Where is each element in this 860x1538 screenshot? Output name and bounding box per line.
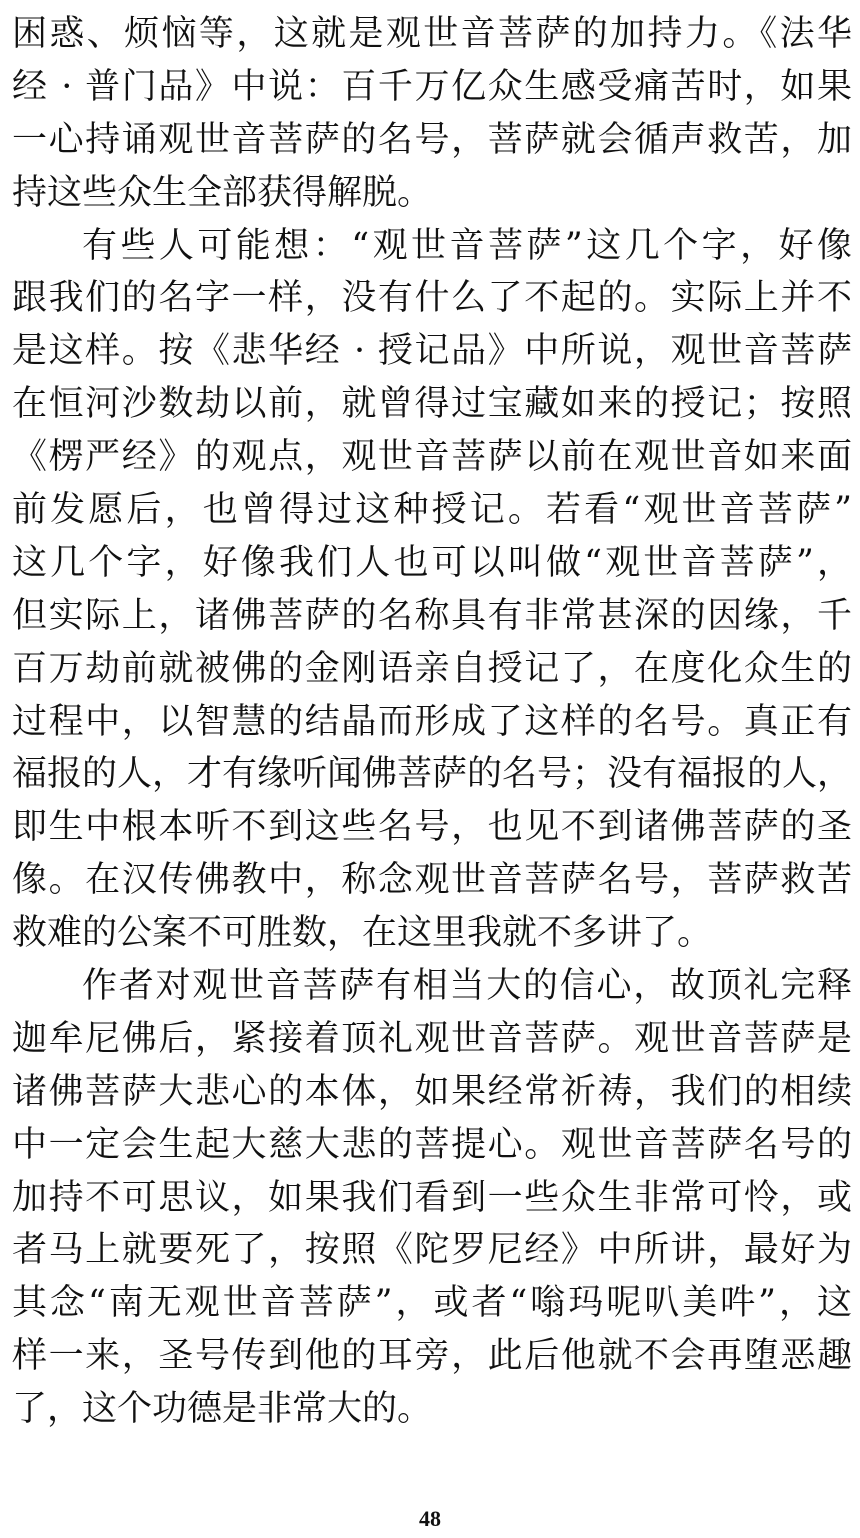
text-line: 困惑、烦恼等，这就是观世音菩萨的加持力。《法华 — [12, 14, 852, 54]
text-line: 诸佛菩萨大悲心的本体，如果经常祈祷，我们的相续 — [12, 1071, 852, 1112]
page-number: 48 — [419, 1506, 441, 1531]
text-line: 过程中，以智慧的结晶而形成了这样的名号。真正有 — [12, 701, 852, 742]
text-line: 救难的公案不可胜数，在这里我就不多讲了。 — [12, 913, 713, 954]
paragraph — [12, 220, 852, 960]
text-line: 跟我们的名字一样，没有什么了不起的。实际上并不 — [12, 278, 852, 319]
text-line: 《楞严经》的观点，观世音菩萨以前在观世音如来面 — [12, 437, 852, 478]
text-line: 百万劫前就被佛的金刚语亲自授记了，在度化众生的 — [12, 648, 852, 689]
text-line: 作者对观世音菩萨有相当大的信心，故顶礼完释 — [82, 966, 852, 1007]
text-line: 前发愿后，也曾得过这种授记。若看“观世音菩萨” — [12, 490, 852, 531]
text-line: 像。在汉传佛教中，称念观世音菩萨名号，菩萨救苦 — [12, 860, 852, 901]
text-line: 样一来，圣号传到他的耳旁，此后他就不会再堕恶趣 — [12, 1336, 852, 1377]
text-line: 者马上就要死了，按照《陀罗尼经》中所讲，最好为 — [12, 1230, 852, 1271]
text-line: 迦牟尼佛后，紧接着顶礼观世音菩萨。观世音菩萨是 — [12, 1018, 852, 1059]
paragraph — [12, 960, 852, 1436]
text-line: 这几个字，好像我们人也可以叫做“观世音菩萨”， — [12, 542, 852, 583]
text-line: 即生中根本听不到这些名号，也见不到诸佛菩萨的圣 — [12, 807, 852, 848]
body-text — [12, 8, 852, 1436]
text-line: 其念“南无观世音菩萨”，或者“嗡玛呢叭美吽”，这 — [12, 1283, 852, 1324]
text-line: 经 · 普门品》中说：百千万亿众生感受痛苦时，如果 — [12, 66, 852, 107]
text-line: 了，这个功德是非常大的。 — [12, 1389, 433, 1430]
text-line: 但实际上，诸佛菩萨的名称具有非常甚深的因缘，千 — [12, 595, 852, 636]
text-line: 福报的人，才有缘听闻佛菩萨的名号；没有福报的人， — [12, 754, 853, 795]
text-line: 是这样。按《悲华经 · 授记品》中所说，观世音菩萨 — [12, 331, 852, 372]
paragraph — [12, 8, 852, 220]
text-line: 加持不可思议，如果我们看到一些众生非常可怜，或 — [12, 1177, 852, 1218]
text-line: 中一定会生起大慈大悲的菩提心。观世音菩萨名号的 — [12, 1124, 852, 1165]
text-line: 持这些众生全部获得解脱。 — [12, 172, 433, 213]
text-line: 一心持诵观世音菩萨的名号，菩萨就会循声救苦，加 — [12, 119, 852, 160]
text-line: 有些人可能想：“观世音菩萨”这几个字，好像 — [82, 225, 852, 266]
text-line: 在恒河沙数劫以前，就曾得过宝藏如来的授记；按照 — [12, 384, 852, 425]
